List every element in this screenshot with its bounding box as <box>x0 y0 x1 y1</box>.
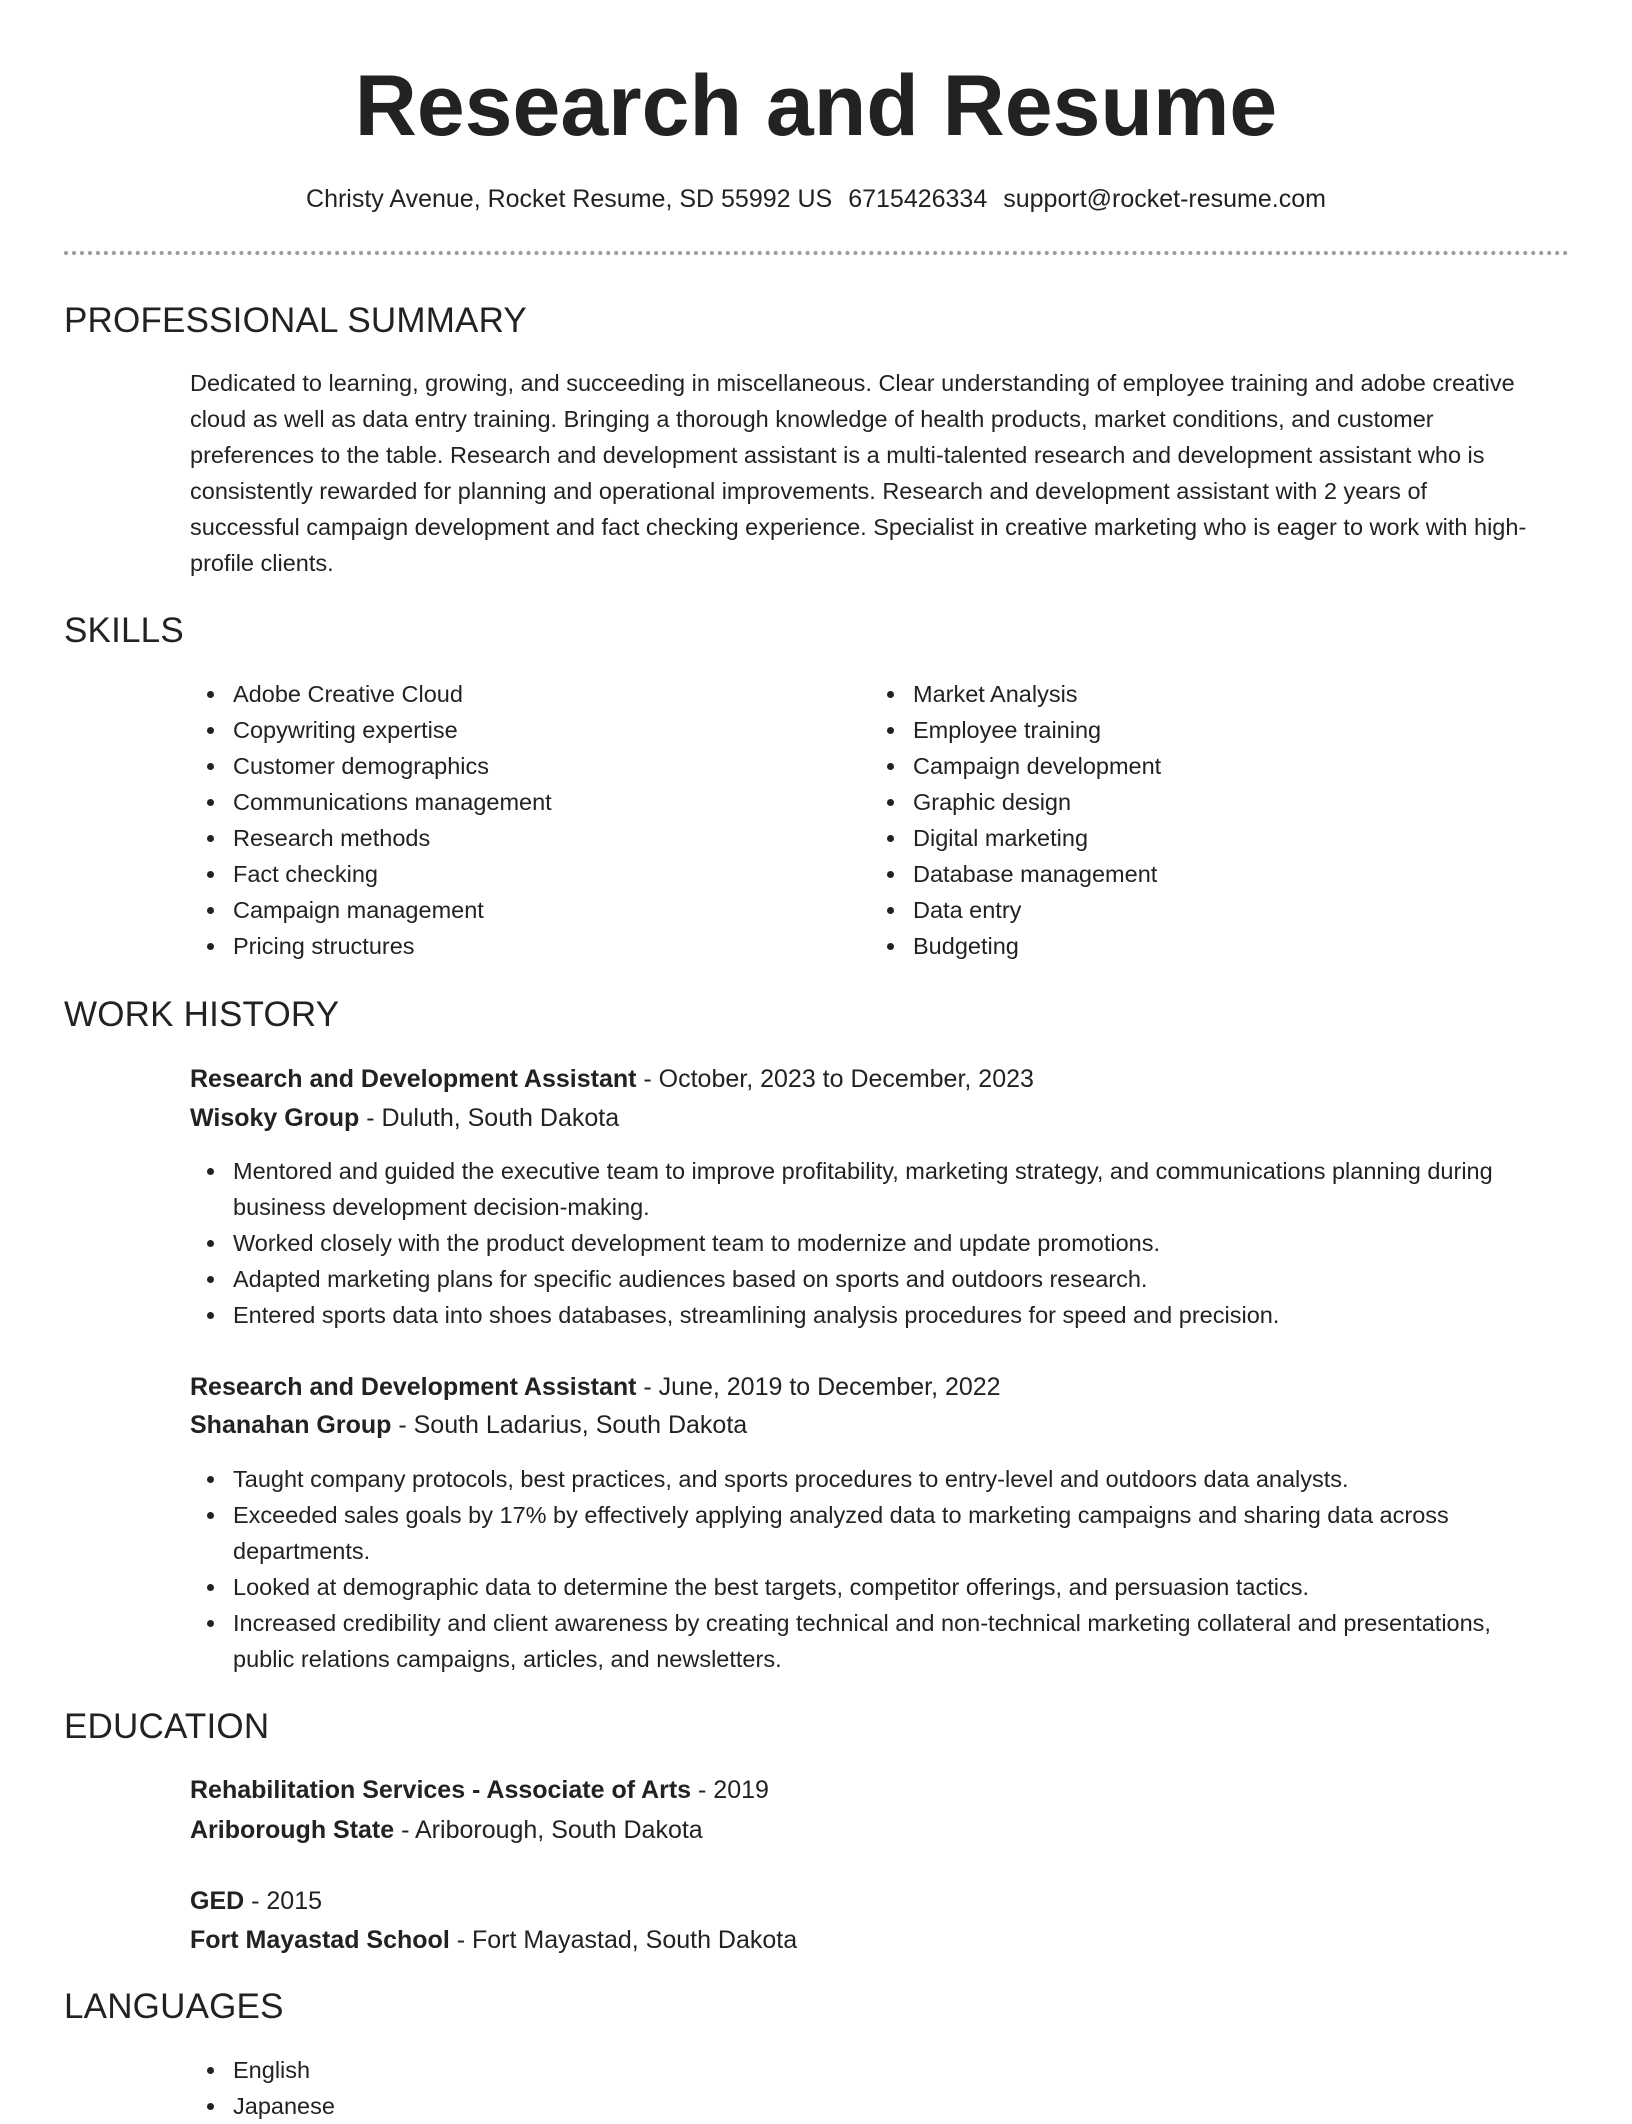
skill-item: Data entry <box>870 892 1490 928</box>
skill-item: Fact checking <box>190 856 810 892</box>
job-duty: Looked at demographic data to determine the best targets, competitor offerings, and persuasion tactics. <box>190 1569 1530 1605</box>
education-school-line <box>190 1922 797 1958</box>
header-divider <box>64 251 1569 255</box>
job-company: Wisoky Group <box>190 1104 360 1132</box>
job-duty: Worked closely with the product development team to modernize and update promotions. <box>190 1225 1530 1261</box>
education-school-line <box>190 1812 703 1848</box>
skill-item: Adobe Creative Cloud <box>190 676 810 712</box>
skill-item: Budgeting <box>870 928 1490 964</box>
job-location: - South Ladarius, South Dakota <box>391 1411 748 1439</box>
job-title-line <box>190 1369 1001 1405</box>
skill-item: Campaign development <box>870 748 1490 784</box>
contact-line <box>0 182 1632 216</box>
skill-item: Research methods <box>190 820 810 856</box>
job-company-line <box>190 1100 619 1136</box>
skill-item: Graphic design <box>870 784 1490 820</box>
skill-item: Database management <box>870 856 1490 892</box>
languages-heading: LANGUAGES <box>64 1987 284 2026</box>
contact-address: Christy Avenue, Rocket Resume, SD 55992 US <box>306 185 833 213</box>
skill-item: Market Analysis <box>870 676 1490 712</box>
skill-item: Communications management <box>190 784 810 820</box>
contact-email: support@rocket-resume.com <box>1003 185 1326 213</box>
education-degree: Rehabilitation Services - Associate of Arts <box>190 1776 692 1804</box>
languages-list <box>190 2052 810 2124</box>
skill-item: Customer demographics <box>190 748 810 784</box>
education-location: - Fort Mayastad, South Dakota <box>449 1926 798 1954</box>
job-role: Research and Development Assistant <box>190 1373 637 1401</box>
job-location: - Duluth, South Dakota <box>359 1104 620 1132</box>
education-degree-line <box>190 1883 322 1919</box>
skills-heading: SKILLS <box>64 611 184 650</box>
job-role: Research and Development Assistant <box>190 1065 637 1093</box>
education-year: - 2015 <box>244 1887 323 1915</box>
skill-item: Employee training <box>870 712 1490 748</box>
job-duties-list <box>190 1153 1530 1333</box>
education-heading: EDUCATION <box>64 1707 270 1746</box>
skills-list-right <box>870 676 1490 964</box>
summary-text: Dedicated to learning, growing, and succeeding in miscellaneous. Clear understanding of employee training and adobe creative cloud as well as data entry training. Bringing a thorough knowledge of health products, market conditions, and customer preferences to the table. Research and development assistant is a multi-talented research and development assistant who is consistently rewarded for planning and operational improvements. Research and development assistant with 2 years of successful campaign development and fact checking experience. Specialist in creative marketing who is eager to work with high-profile clients. <box>190 370 1527 576</box>
job-duties-list <box>190 1461 1530 1677</box>
skill-item: Digital marketing <box>870 820 1490 856</box>
summary-heading: PROFESSIONAL SUMMARY <box>64 301 527 340</box>
skill-item: Campaign management <box>190 892 810 928</box>
work-history-heading: WORK HISTORY <box>64 995 340 1034</box>
job-company-line <box>190 1407 747 1443</box>
skills-list-left <box>190 676 810 964</box>
education-school: Ariborough State <box>190 1816 395 1844</box>
job-title-line <box>190 1061 1034 1097</box>
language-item: Japanese <box>190 2088 810 2124</box>
education-school: Fort Mayastad School <box>190 1926 450 1954</box>
job-duty: Exceeded sales goals by 17% by effectively applying analyzed data to marketing campaigns and sharing data across departments. <box>190 1497 1530 1569</box>
education-degree: GED <box>190 1887 245 1915</box>
resume-name: Research and Resume <box>354 58 1278 154</box>
job-dates: - October, 2023 to December, 2023 <box>636 1065 1034 1093</box>
job-company: Shanahan Group <box>190 1411 392 1439</box>
job-duty: Adapted marketing plans for specific audiences based on sports and outdoors research. <box>190 1261 1530 1297</box>
education-location: - Ariborough, South Dakota <box>394 1816 703 1844</box>
education-year: - 2019 <box>691 1776 769 1804</box>
language-item: English <box>190 2052 810 2088</box>
job-dates: - June, 2019 to December, 2022 <box>636 1373 1001 1401</box>
education-degree-line <box>190 1772 769 1808</box>
job-duty: Increased credibility and client awareness by creating technical and non-technical marketing collateral and presentations, public relations campaigns, articles, and newsletters. <box>190 1605 1530 1677</box>
job-duty: Taught company protocols, best practices, and sports procedures to entry-level and outdoors data analysts. <box>190 1461 1530 1497</box>
job-duty: Mentored and guided the executive team to improve profitability, marketing strategy, and communications planning during business development decision-making. <box>190 1153 1530 1225</box>
contact-phone: 6715426334 <box>848 185 988 213</box>
job-duty: Entered sports data into shoes databases, streamlining analysis procedures for speed and precision. <box>190 1297 1530 1333</box>
skill-item: Pricing structures <box>190 928 810 964</box>
skill-item: Copywriting expertise <box>190 712 810 748</box>
